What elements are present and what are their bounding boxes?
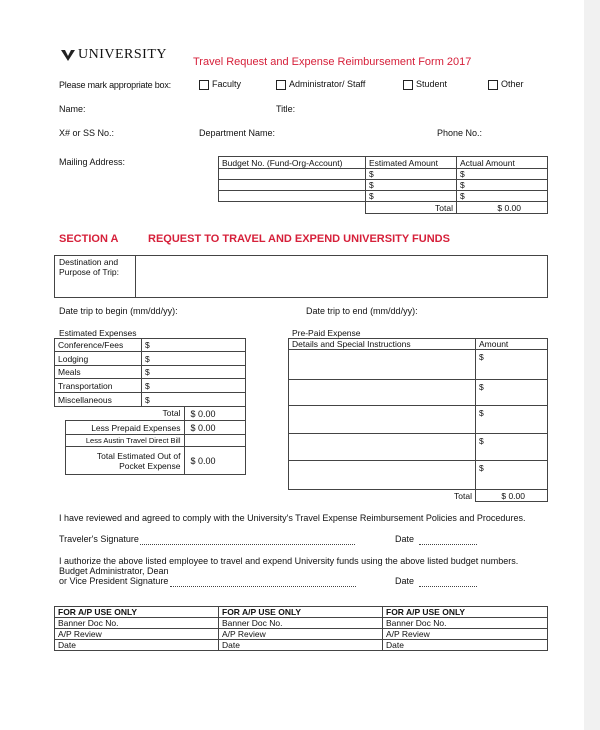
oop-label-line1: Total Estimated Out of	[96, 450, 181, 461]
phone-label: Phone No.:	[437, 128, 483, 138]
budget-cell[interactable]: $	[366, 191, 457, 202]
section-a-title: REQUEST TO TRAVEL AND EXPEND UNIVERSITY FUNDS	[148, 233, 450, 245]
budget-admin-signature-field[interactable]	[170, 586, 356, 587]
ap-date[interactable]: Date	[383, 640, 548, 651]
prepaid-details-cell[interactable]	[289, 461, 476, 490]
budget-cell[interactable]: $	[457, 191, 548, 202]
expense-amount[interactable]: $	[142, 379, 246, 393]
budget-total-value: $ 0.00	[457, 202, 548, 214]
budget-cell[interactable]	[219, 169, 366, 180]
oop-value: $ 0.00	[184, 447, 246, 475]
budget-header-actual: Actual Amount	[457, 157, 548, 169]
admin-date-label: Date	[395, 576, 415, 586]
expense-label: Conference/Fees	[55, 339, 142, 352]
budget-header-budget-no: Budget No. (Fund-Org-Account)	[219, 157, 366, 169]
ap-banner-doc[interactable]: Banner Doc No.	[383, 618, 548, 629]
prepaid-amount-cell[interactable]: $	[476, 434, 548, 461]
budget-table	[218, 156, 548, 214]
ap-header: FOR A/P USE ONLY	[219, 607, 383, 618]
logo-text: UNIVERSITY	[78, 47, 167, 62]
admin-staff-checkbox[interactable]	[276, 80, 286, 90]
estimated-heading: Estimated Expenses	[59, 328, 137, 338]
expense-label: Transportation	[55, 379, 142, 393]
budget-cell[interactable]: $	[457, 180, 548, 191]
other-checkbox[interactable]	[488, 80, 498, 90]
faculty-checkbox[interactable]	[199, 80, 209, 90]
prepaid-amount-cell[interactable]: $	[476, 350, 548, 380]
department-label: Department Name:	[199, 128, 276, 138]
prepaid-total-value: $ 0.00	[476, 490, 548, 502]
ap-review[interactable]: A/P Review	[55, 629, 219, 640]
estimated-total-value: $ 0.00	[184, 407, 246, 421]
section-a-label: SECTION A	[59, 233, 119, 245]
traveler-signature-label: Traveler's Signature	[59, 534, 139, 544]
expense-label: Lodging	[55, 352, 142, 366]
estimated-expenses-table	[54, 338, 246, 407]
budget-admin-line1: Budget Administrator, Dean	[59, 566, 169, 576]
id-label: X# or SS No.:	[59, 128, 115, 138]
traveler-signature-field[interactable]	[140, 544, 355, 545]
less-prepaid-label: Less Prepaid Expenses	[66, 421, 185, 435]
estimated-total-label: Total	[162, 408, 181, 419]
expense-amount[interactable]: $	[142, 339, 246, 352]
budget-total-label: Total	[366, 202, 457, 214]
oop-label-line2: Pocket Expense	[119, 460, 181, 471]
destination-box	[54, 255, 548, 298]
expense-amount[interactable]: $	[142, 393, 246, 407]
less-austin-value[interactable]	[184, 435, 246, 447]
date-end	[306, 306, 418, 316]
expense-label: Meals	[55, 366, 142, 379]
prepaid-details-cell[interactable]	[289, 434, 476, 461]
budget-cell[interactable]	[219, 180, 366, 191]
budget-cell[interactable]: $	[366, 169, 457, 180]
expense-label: Miscellaneous	[55, 393, 142, 407]
date-begin-format: (mm/dd/yy):	[130, 306, 178, 316]
ap-header: FOR A/P USE ONLY	[383, 607, 548, 618]
agreement-text: I have reviewed and agreed to comply with the University's Travel Expense Reimbursement Policies and Procedures.	[59, 513, 526, 523]
less-austin-label: Less Austin Travel Direct Bill	[66, 435, 185, 447]
name-label: Name:	[59, 104, 86, 114]
student-label: Student	[416, 79, 448, 89]
other-label: Other	[501, 79, 524, 89]
destination-input[interactable]	[137, 257, 545, 295]
traveler-date-label: Date	[395, 534, 415, 544]
date-end-label: Date trip to end	[306, 306, 368, 316]
ap-header: FOR A/P USE ONLY	[55, 607, 219, 618]
oop-label	[66, 447, 185, 475]
ap-banner-doc[interactable]: Banner Doc No.	[219, 618, 383, 629]
prepaid-amount-cell[interactable]: $	[476, 380, 548, 406]
ap-date[interactable]: Date	[55, 640, 219, 651]
ap-review[interactable]: A/P Review	[383, 629, 548, 640]
ap-use-table	[54, 606, 548, 651]
mailing-label: Mailing Address:	[59, 157, 126, 167]
traveler-date-field[interactable]	[419, 544, 477, 545]
prepaid-header-details: Details and Special Instructions	[289, 339, 476, 350]
less-prepaid-value: $ 0.00	[184, 421, 246, 435]
form-title: Travel Request and Expense Reimbursement Form 2017	[193, 56, 472, 68]
date-begin	[59, 306, 178, 316]
admin-date-field[interactable]	[419, 586, 477, 587]
student-checkbox[interactable]	[403, 80, 413, 90]
admin-staff-label: Administrator/ Staff	[289, 79, 366, 89]
ap-review[interactable]: A/P Review	[219, 629, 383, 640]
authorize-text: I authorize the above listed employee to travel and expend University funds using the above listed budget numbers.	[59, 556, 519, 566]
prepaid-table	[288, 338, 548, 502]
prepaid-amount-cell[interactable]: $	[476, 461, 548, 490]
ap-date[interactable]: Date	[219, 640, 383, 651]
mark-box-label: Please mark appropriate box:	[59, 80, 171, 90]
budget-cell[interactable]	[219, 191, 366, 202]
prepaid-total-label: Total	[454, 490, 472, 501]
expense-amount[interactable]: $	[142, 352, 246, 366]
expense-amount[interactable]: $	[142, 366, 246, 379]
prepaid-details-cell[interactable]	[289, 406, 476, 434]
ap-banner-doc[interactable]: Banner Doc No.	[55, 618, 219, 629]
title-label: Title:	[276, 104, 296, 114]
faculty-label: Faculty	[212, 79, 242, 89]
prepaid-header-amount: Amount	[476, 339, 548, 350]
destination-label: Destination and Purpose of Trip:	[59, 257, 120, 277]
budget-header-estimated: Estimated Amount	[366, 157, 457, 169]
estimated-totals-table	[65, 406, 246, 475]
date-end-format: (mm/dd/yy):	[370, 306, 418, 316]
prepaid-details-cell[interactable]	[289, 350, 476, 380]
prepaid-details-cell[interactable]	[289, 380, 476, 406]
budget-admin-line2: or Vice President Signature	[59, 576, 169, 586]
logo-mark-icon	[60, 48, 76, 62]
budget-cell[interactable]: $	[366, 180, 457, 191]
prepaid-amount-cell[interactable]: $	[476, 406, 548, 434]
prepaid-heading: Pre-Paid Expense	[292, 328, 361, 338]
date-begin-label: Date trip to begin	[59, 306, 128, 316]
budget-cell[interactable]: $	[457, 169, 548, 180]
destination-divider	[135, 256, 136, 297]
